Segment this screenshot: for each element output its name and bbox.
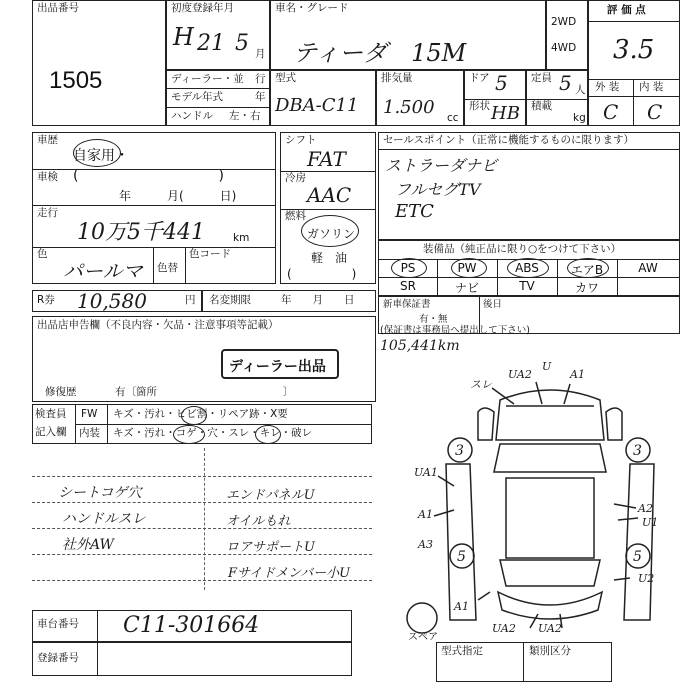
dealer-box [166,70,270,126]
inspector-interior: 内装 [79,427,100,439]
chassis-value: C11-301664 [123,613,260,638]
name-value: ティーダ 15M [293,39,467,67]
private-use-circle [73,139,121,167]
grade-title: 評 価 点 [607,4,646,16]
diag-label-6: A1 [418,508,433,521]
color-change-label: 色替 [157,262,178,274]
mileage-label: 走行 [37,207,58,219]
color-code-label: 色コード [189,248,231,260]
chassis-label: 車台番号 [37,618,79,630]
diag-label-8: A2 [638,502,653,515]
diag-label-12: UA2 [492,622,516,635]
mileage-unit: km [233,232,250,244]
stain-circle [173,425,205,444]
lot-number: 1505 [49,67,103,94]
diag-label-4: A1 [570,368,585,381]
diesel-label: 軽 油 [311,251,348,265]
dealer-stamp-text: ディーラー出品 [229,359,326,375]
inspector-box [32,404,372,444]
recycle-box [32,290,202,312]
month-unit: 月 [255,48,266,60]
grade-box [588,0,680,126]
fuel-value: ガソリン [307,227,356,241]
remark-right-2: オイルもれ [226,514,291,529]
name-change-label: 名変期限 [209,294,251,306]
name-label: 車名・グレード [275,2,349,14]
reg-label: 登録番号 [37,652,79,664]
hole-circle [255,425,281,444]
dealer-label: ディーラー・並 [171,73,244,85]
equip-abs: ABS [515,261,539,275]
equip-pw: PW [457,261,477,275]
shape-label: 形状 [469,100,490,112]
type-cert-label: 型式指定 [441,645,483,657]
cap-value: 5 [559,71,572,95]
equip-abs-circle [507,258,549,278]
name-change-value: 年 月 日 [281,294,355,306]
load-unit: kg [573,112,586,124]
history-value: 自家用・( ) [73,148,224,184]
disp-label: 排気量 [381,72,413,84]
color-label: 色 [37,248,48,260]
remark-left-2: ハンドルスレ [62,511,146,527]
type-cert-box [436,642,612,682]
capacity-box [526,70,588,126]
interior-grade: C [647,100,663,124]
inspector-fw-items: キズ・汚れ・ヒビ割・リペア跡・X要 [113,408,288,420]
color-value: パールマ [63,259,143,283]
tire-rl: 5 [457,549,466,565]
remarks-divider [204,448,205,590]
remark-left-3: 社外AW [62,537,114,553]
name-box [270,0,546,70]
cap-unit: 人 [575,84,586,96]
history-label: 車歴 [37,134,58,146]
sales-line-3: ETC [395,201,434,222]
model-year-label: モデル年式 [171,91,223,103]
ac-label: 冷房 [285,172,306,184]
door-value: 5 [495,71,508,95]
ac-value: AAC [307,183,352,207]
tire-fr: 3 [633,443,642,459]
registration-box [32,642,352,676]
remark-right-3: ロアサポートU [226,540,315,555]
sales-point-box [378,132,680,240]
equip-pw-circle [451,258,487,278]
r-value: 10,580 [77,289,147,313]
equip-sr: SR [400,279,416,293]
fuel-paren: ( ) [287,267,357,281]
declaration-title: 出品店申告欄（不良内容・欠品・注意事項等記載） [37,319,279,331]
drive-box [546,0,588,70]
tire-fl: 3 [455,443,464,459]
lot-label: 出品番号 [37,2,79,14]
declaration-box [32,316,376,402]
shift-box [280,132,376,284]
model-year-suffix: 年 [255,91,266,103]
displacement-box [376,70,464,126]
repair-value: 有〔箇所 〕 [115,386,294,398]
dealer-stamp [221,349,339,379]
inspector-label-1: 検査員 [35,408,67,420]
diag-label-2: UA2 [508,368,532,381]
equip-airbag-circle [567,258,609,278]
diag-label-13: UA2 [538,622,562,635]
remark-left-1: シートコゲ穴 [58,485,142,501]
diag-label-10: U2 [638,572,655,585]
diag-label-5: UA1 [414,466,438,479]
first-reg-label: 初度登録年月 [171,2,234,14]
lot-box [32,0,166,126]
exterior-grade: C [603,100,619,124]
equipment-title: 装備品（純正品に限り○をつけて下さい） [423,243,622,255]
equip-tv: TV [519,279,535,293]
interior-label: 内 装 [639,81,664,93]
cert-record-note: (保証書は事務局へ提出して下さい) [380,325,530,336]
spare-label: スペア [408,632,438,640]
shift-label: シフト [285,134,317,146]
first-reg-box [166,0,270,70]
inspection-label: 車検 [37,171,58,183]
shape-value: HB [491,103,520,124]
name-change-box [202,290,376,312]
new-cert-label: 新車保証書 [383,299,431,310]
fourwd-label: 4WD [551,42,577,54]
diag-label-3: U [542,360,552,373]
fuel-label: 燃料 [285,210,306,222]
car-diagram [380,360,680,640]
sales-point-title: セールスポイント（正常に機能するものに限ります） [383,134,635,146]
diag-label-1: スレ [470,378,492,391]
cap-label: 定員 [531,72,552,84]
r-label: R券 [37,294,55,306]
equip-aw: AW [638,261,658,275]
first-reg-month: 5 [235,31,249,56]
door-box [464,70,526,126]
inspector-int-items: キズ・汚れ・コゲ・穴・スレ・キレ・破レ [113,427,313,439]
first-reg-era: H [173,23,194,51]
gasoline-circle [301,215,359,247]
load-label: 積載 [531,100,552,112]
type-value: DBA-C11 [275,95,359,116]
equip-navi: ナビ [454,281,479,295]
diag-label-9: U1 [642,516,659,529]
dealer-suffix: 行 [255,73,266,85]
tire-rr: 5 [633,549,642,565]
handle-value: 左・右 [229,110,261,122]
chassis-box [32,610,352,642]
door-label: ドア [469,72,490,84]
sales-line-2: フルセグTV [395,180,481,199]
inspector-label-2: 記入欄 [35,426,67,438]
repair-label: 修復歴 [45,386,77,398]
remark-right-4: Fサイドメンバー小U [228,566,351,581]
disp-value: 1.500 [383,97,435,118]
r-unit: 円 [185,294,196,306]
overall-score: 3.5 [613,35,655,65]
crack-circle [181,406,207,425]
history-box [32,132,276,284]
inspection-value: 年 月( 日) [119,189,237,203]
first-reg-year: 21 [197,31,225,56]
inspector-fw: FW [81,408,98,420]
type-box [270,70,376,126]
disp-unit: cc [447,112,459,124]
equip-airbag: エアB [570,263,604,277]
diag-label-11: A1 [454,600,469,613]
exterior-label: 外 装 [595,81,620,93]
equip-ps: PS [400,261,416,275]
equip-ps-circle [391,258,427,278]
shift-value: FAT [307,147,346,171]
twowd-label: 2WD [551,16,577,28]
remark-right-1: エンドパネルU [226,488,315,503]
equipment-box [378,240,680,296]
diag-label-7: A3 [418,538,433,551]
type-label: 型式 [275,72,296,84]
mileage-value: 10万5千441 [77,220,205,245]
handle-label: ハンドル [171,110,213,122]
class-label: 類別区分 [529,645,571,657]
post-date-label: 後日 [483,299,503,310]
new-cert-value: 有・無 [419,314,448,325]
cert-mileage-note: 105,441km [380,338,460,354]
sales-line-1: ストラーダナビ [385,156,498,175]
equip-kawa: カワ [574,281,599,295]
